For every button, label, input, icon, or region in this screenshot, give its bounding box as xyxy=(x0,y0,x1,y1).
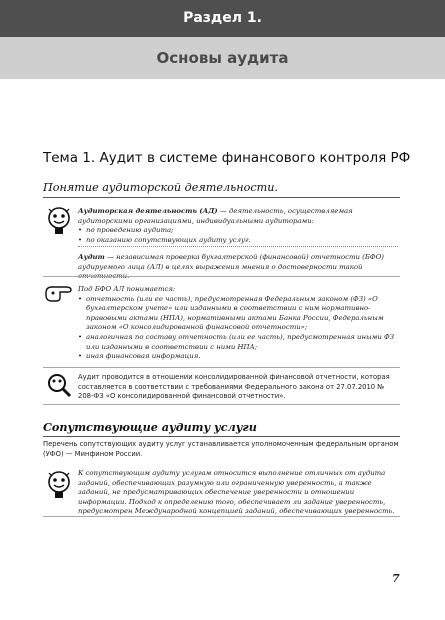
section-heading-underline xyxy=(43,436,400,437)
divider xyxy=(43,404,400,405)
paragraph: Перечень сопутствующих аудиту услуг устанавливается уполномоченным федеральным органом (УФО) — Минфином России. xyxy=(43,440,399,458)
list-item: • по проведению аудита; xyxy=(78,226,398,236)
services-block: К сопутствующим аудиту услугам относится выполнение отличных от аудита заданий, обеспечивающих разумную или ограниченную уверенность, а также заданий, не предусматривающих обеспечение уверенности и отношении информации. Подход к определению того, обеспечивает ли задание уверенность, предусмотрен Международной концепцией заданий, обеспечивающих уверенность. xyxy=(78,469,395,516)
section-header: Раздел 1. xyxy=(0,0,445,37)
part-title: Основы аудита xyxy=(0,37,445,79)
note-text: Аудит проводится в отношении консолидированной финансовой отчетности, которая составляется в соответствии с требованиями Федерального закона от 27.07.2010 № 208-ФЗ «О консолидированной финансовой отчетности». xyxy=(78,373,390,401)
pointing-hand-icon xyxy=(44,283,74,307)
page-number: 7 xyxy=(392,572,400,585)
definition-text: — деятельность, осуществляемая аудиторскими организациями, индивидуальными аудиторами: xyxy=(78,207,353,225)
section-heading: Понятие аудиторской деятельности. xyxy=(43,181,278,194)
list-item: • по оказанию сопутствующих аудиту услуг. xyxy=(78,236,398,246)
divider xyxy=(43,367,400,368)
audit-definition xyxy=(78,253,398,282)
lightbulb-icon xyxy=(45,470,73,506)
section-heading-underline xyxy=(43,197,400,198)
list-item: • аналогичная по составу отчетность (или ее часть), предусмотренная иными ФЗ или изданными в соответствии с ними НПА; xyxy=(78,333,398,352)
magnifier-icon xyxy=(45,372,73,402)
definition-block xyxy=(78,207,398,245)
list-item: • иная финансовая информация. xyxy=(78,352,398,362)
term-auditor-activity: Аудиторская деятельность (АД) xyxy=(78,207,218,215)
bfo-block xyxy=(78,285,398,362)
term-audit: Аудит xyxy=(78,253,105,261)
audit-definition-text: — независимая проверка бухгалтерской (финансовой) отчетности (БФО) аудируемого лица (АЛ) в целях выражения мнения о достоверности такой xyxy=(78,253,384,271)
lightbulb-icon xyxy=(45,206,73,242)
section-heading: Сопутствующие аудиту услуги xyxy=(43,420,257,434)
divider xyxy=(43,516,400,517)
list-item: • отчетность (или ее часть), предусмотренная Федеральным законом (ФЗ) «О бухгалтерском учете» или изданными в соответствии с ним нормативно-правовыми актами (НПА), нормативными актами Банка России, Федеральным законом «О консолидированной финансовой отчетности»; xyxy=(78,295,398,333)
divider xyxy=(43,276,400,277)
divider xyxy=(78,246,398,247)
theme-title: Тема 1. Аудит в системе финансового контроля РФ xyxy=(43,150,411,166)
bfo-intro: Под БФО АЛ понимается: xyxy=(78,285,176,293)
